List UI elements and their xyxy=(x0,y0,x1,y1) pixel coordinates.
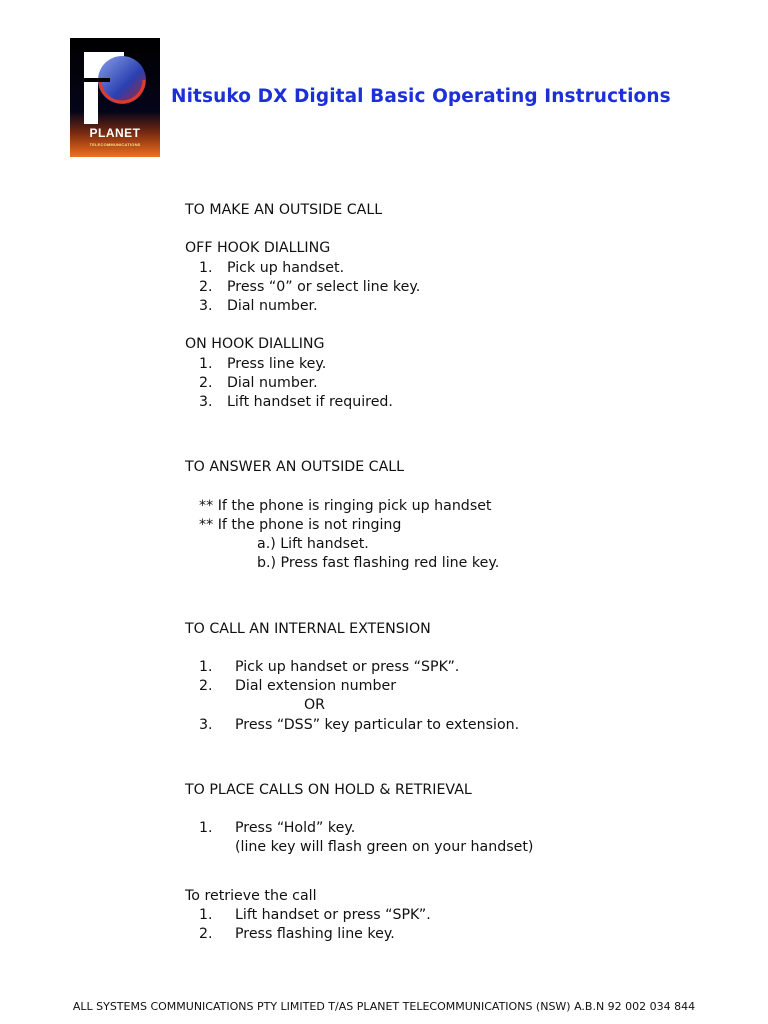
list-item: a.) Lift handset. xyxy=(257,536,369,552)
list-item: 3. Lift handset if required. xyxy=(199,393,393,410)
note-not-ringing: ** If the phone is not ringing xyxy=(199,516,402,533)
logo-text: PLANET xyxy=(89,126,141,140)
list-item: b.) Press fast flashing red line key. xyxy=(257,555,500,572)
section-heading-outside-call: TO MAKE AN OUTSIDE CALL xyxy=(185,202,383,218)
list-item: 2. Press “0” or select line key. xyxy=(199,278,421,295)
list-item: 1. Pick up handset. xyxy=(199,259,345,276)
subheading-retrieve: To retrieve the call xyxy=(185,887,317,904)
list-item: 1. Pick up handset or press “SPK”. xyxy=(199,658,460,675)
list-item: 1. Press line key. xyxy=(199,355,327,372)
list-item: 2. Dial extension number xyxy=(199,678,397,695)
footer-company-line: ALL SYSTEMS COMMUNICATIONS PTY LIMITED T/AS PLANET TELECOMMUNICATIONS (NSW) A.B.N 92 002 034 844 xyxy=(72,1000,696,1013)
document-title: Nitsuko DX Digital Basic Operating Instructions xyxy=(171,86,671,107)
list-item: 1. Press “Hold” key. xyxy=(199,820,356,837)
subheading-off-hook: OFF HOOK DIALLING xyxy=(185,240,331,257)
list-item: 1. Lift handset or press “SPK”. xyxy=(199,907,431,923)
planet-logo xyxy=(70,38,160,157)
instructions-body xyxy=(185,201,745,944)
section-heading-answer-call: TO ANSWER AN OUTSIDE CALL xyxy=(185,459,405,476)
list-item: 3. Dial number. xyxy=(199,297,318,314)
hold-note: (line key will flash green on your handset) xyxy=(235,839,534,856)
note-ringing: ** If the phone is ringing pick up handset xyxy=(199,497,492,514)
list-item: 2. Press flashing line key. xyxy=(199,926,395,943)
list-item: 2. Dial number. xyxy=(199,374,318,391)
list-item: 3. Press “DSS” key particular to extension. xyxy=(199,716,520,733)
subheading-on-hook: ON HOOK DIALLING xyxy=(185,336,325,353)
section-heading-hold: TO PLACE CALLS ON HOLD & RETRIEVAL xyxy=(185,781,472,798)
logo-subtext: TELECOMMUNICATIONS xyxy=(89,142,141,147)
or-separator: OR xyxy=(304,697,326,714)
section-heading-internal-extension: TO CALL AN INTERNAL EXTENSION xyxy=(185,620,431,637)
